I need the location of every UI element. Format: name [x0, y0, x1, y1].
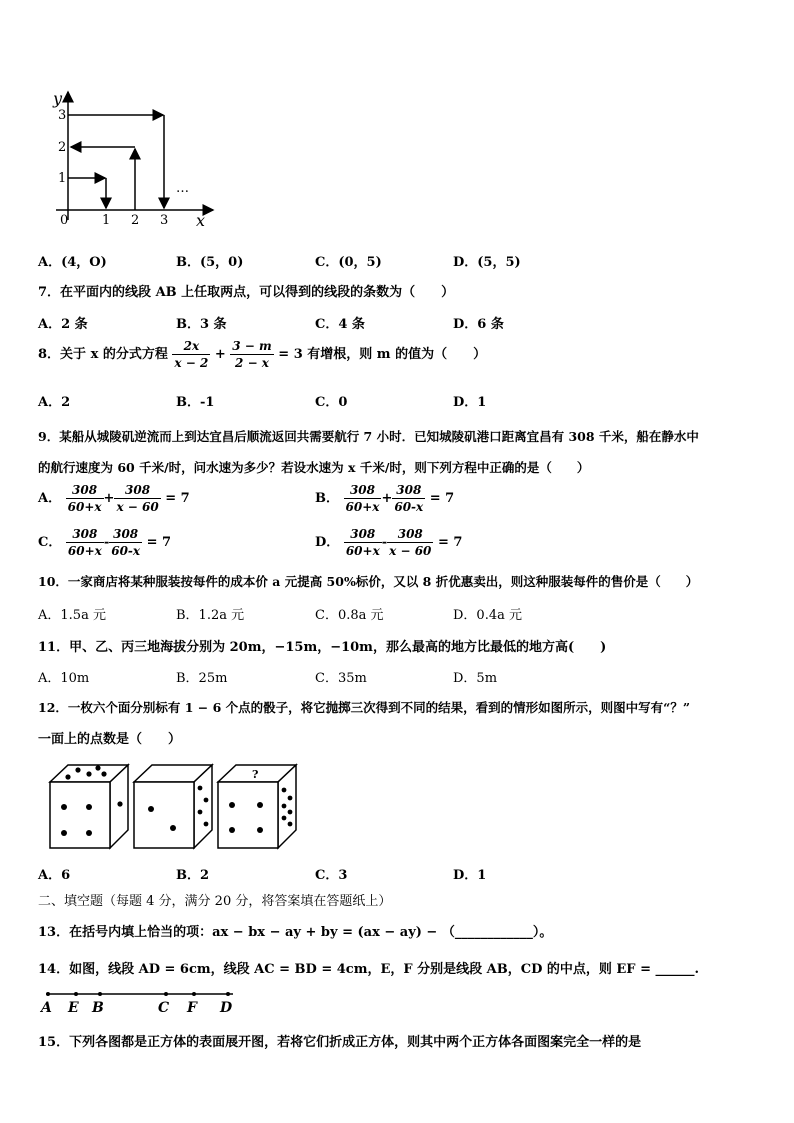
- q8-option-d: D．1: [453, 395, 487, 410]
- q12-option-c: C．3: [315, 868, 348, 883]
- q9-line-1: 9．某船从城陵矶逆流而上到达宜昌后顺流返回共需要航行 7 小时．已知城陵矶港口距离宜昌有 308 千米，船在静水中: [38, 429, 699, 444]
- x-tick-3: 3: [160, 213, 169, 228]
- point-d: D: [220, 1000, 233, 1016]
- y-tick-1: 1: [58, 171, 67, 186]
- q15-stem: 15．下列各图都是正方体的表面展开图，若将它们折成正方体，则其中两个正方体各面图案完全一样的是: [38, 1035, 642, 1050]
- q12-line-2: 一面上的点数是（ ）: [38, 732, 182, 747]
- q8-option-b: B．-1: [176, 395, 215, 410]
- q12-line-1: 12．一枚六个面分别标有 1 − 6 个点的骰子，将它抛掷三次得到不同的结果，看到的情形如图所示，则图中写有“？”: [38, 700, 691, 715]
- q8-stem: 8．关于 x 的分式方程 $\frac{2x}{x - 2}$ + $\frac{3 - m}{2 - x}$ = 3 有增根，则 m 的值为（ ）: [38, 339, 487, 370]
- section-heading: 二、填空题（每题 4 分，满分 20 分，将答案填在答题纸上）: [38, 894, 392, 909]
- q9-option-d: D． $\frac{308}{60+x}$ - $\frac{308}{x - 60}$ = 7: [315, 527, 463, 558]
- q10-stem: 10．一家商店将某种服装按每件的成本价 a 元提高 50%标价，又以 8 折优惠卖出，则这种服装每件的售价是（ ）: [38, 574, 699, 589]
- q7-option-d: D．6 条: [453, 317, 504, 332]
- q6-option-d: D．(5，5): [453, 255, 521, 270]
- dice-question-mark: ?: [252, 768, 259, 781]
- q10-option-d: D．0.4a 元: [453, 608, 522, 623]
- point-c: C: [158, 1000, 170, 1016]
- q12-option-a: A．6: [38, 868, 71, 883]
- ellipsis: …: [176, 181, 189, 196]
- y-tick-3: 3: [58, 108, 67, 123]
- q6-option-b: B．(5，0): [176, 255, 244, 270]
- y-tick-2: 2: [58, 140, 67, 155]
- q11-option-b: B．25m: [176, 671, 228, 686]
- point-f: F: [187, 1000, 197, 1016]
- q9-option-c: C． $\frac{308}{60+x}$ - $\frac{308}{60-x}$ = 7: [38, 527, 172, 558]
- point-e: E: [68, 1000, 79, 1016]
- point-b: B: [92, 1000, 104, 1016]
- q11-option-a: A．10m: [38, 671, 90, 686]
- q11-stem: 11．甲、乙、丙三地海拔分别为 20m，−15m，−10m，那么最高的地方比最低的地方高( ): [38, 640, 607, 655]
- q9-option-b: B． $\frac{308}{60+x}$ + $\frac{308}{60-x}$ = 7: [315, 483, 455, 514]
- q7-option-b: B．3 条: [176, 317, 227, 332]
- q10-option-b: B．1.2a 元: [176, 608, 245, 623]
- y-axis-label: y: [53, 89, 63, 108]
- q8-option-a: A．2: [38, 395, 71, 410]
- x-tick-2: 2: [131, 213, 140, 228]
- q11-option-d: D．5m: [453, 671, 498, 686]
- q10-option-a: A．1.5a 元: [38, 608, 106, 623]
- dice-figure: [46, 760, 306, 852]
- q11-option-c: C．35m: [315, 671, 367, 686]
- step-arrow-graph: [48, 88, 218, 228]
- q14-stem: 14．如图，线段 AD = 6cm，线段 AC = BD = 4cm，E，F 分别是线段 AB，CD 的中点，则 EF = ______.: [38, 962, 700, 977]
- x-tick-0: 0: [60, 213, 69, 228]
- q13-stem: 13．在括号内填上恰当的项：ax − bx − ay + by = (ax − ay) − （____________）。: [38, 925, 553, 940]
- point-a: A: [41, 1000, 52, 1016]
- q9-line-2: 的航行速度为 60 千米/时，问水速为多少？若设水速为 x 千米/时，则下列方程中正确的是（ ）: [38, 460, 590, 475]
- q7-stem: 7．在平面内的线段 AB 上任取两点，可以得到的线段的条数为（ ）: [38, 285, 455, 300]
- q7-option-a: A．2 条: [38, 317, 88, 332]
- q6-option-c: C．(0，5): [315, 255, 382, 270]
- q9-option-a: A． $\frac{308}{60+x}$ + $\frac{308}{x - 60}$ = 7: [38, 483, 190, 514]
- q8-option-c: C．0: [315, 395, 348, 410]
- q10-option-c: C．0.8a 元: [315, 608, 384, 623]
- x-axis-label: x: [196, 211, 206, 228]
- x-tick-1: 1: [102, 213, 111, 228]
- q6-option-a: A．(4，O): [38, 255, 107, 270]
- q12-option-d: D．1: [453, 868, 487, 883]
- q12-option-b: B．2: [176, 868, 210, 883]
- segment-figure: [38, 988, 248, 1016]
- q7-option-c: C．4 条: [315, 317, 365, 332]
